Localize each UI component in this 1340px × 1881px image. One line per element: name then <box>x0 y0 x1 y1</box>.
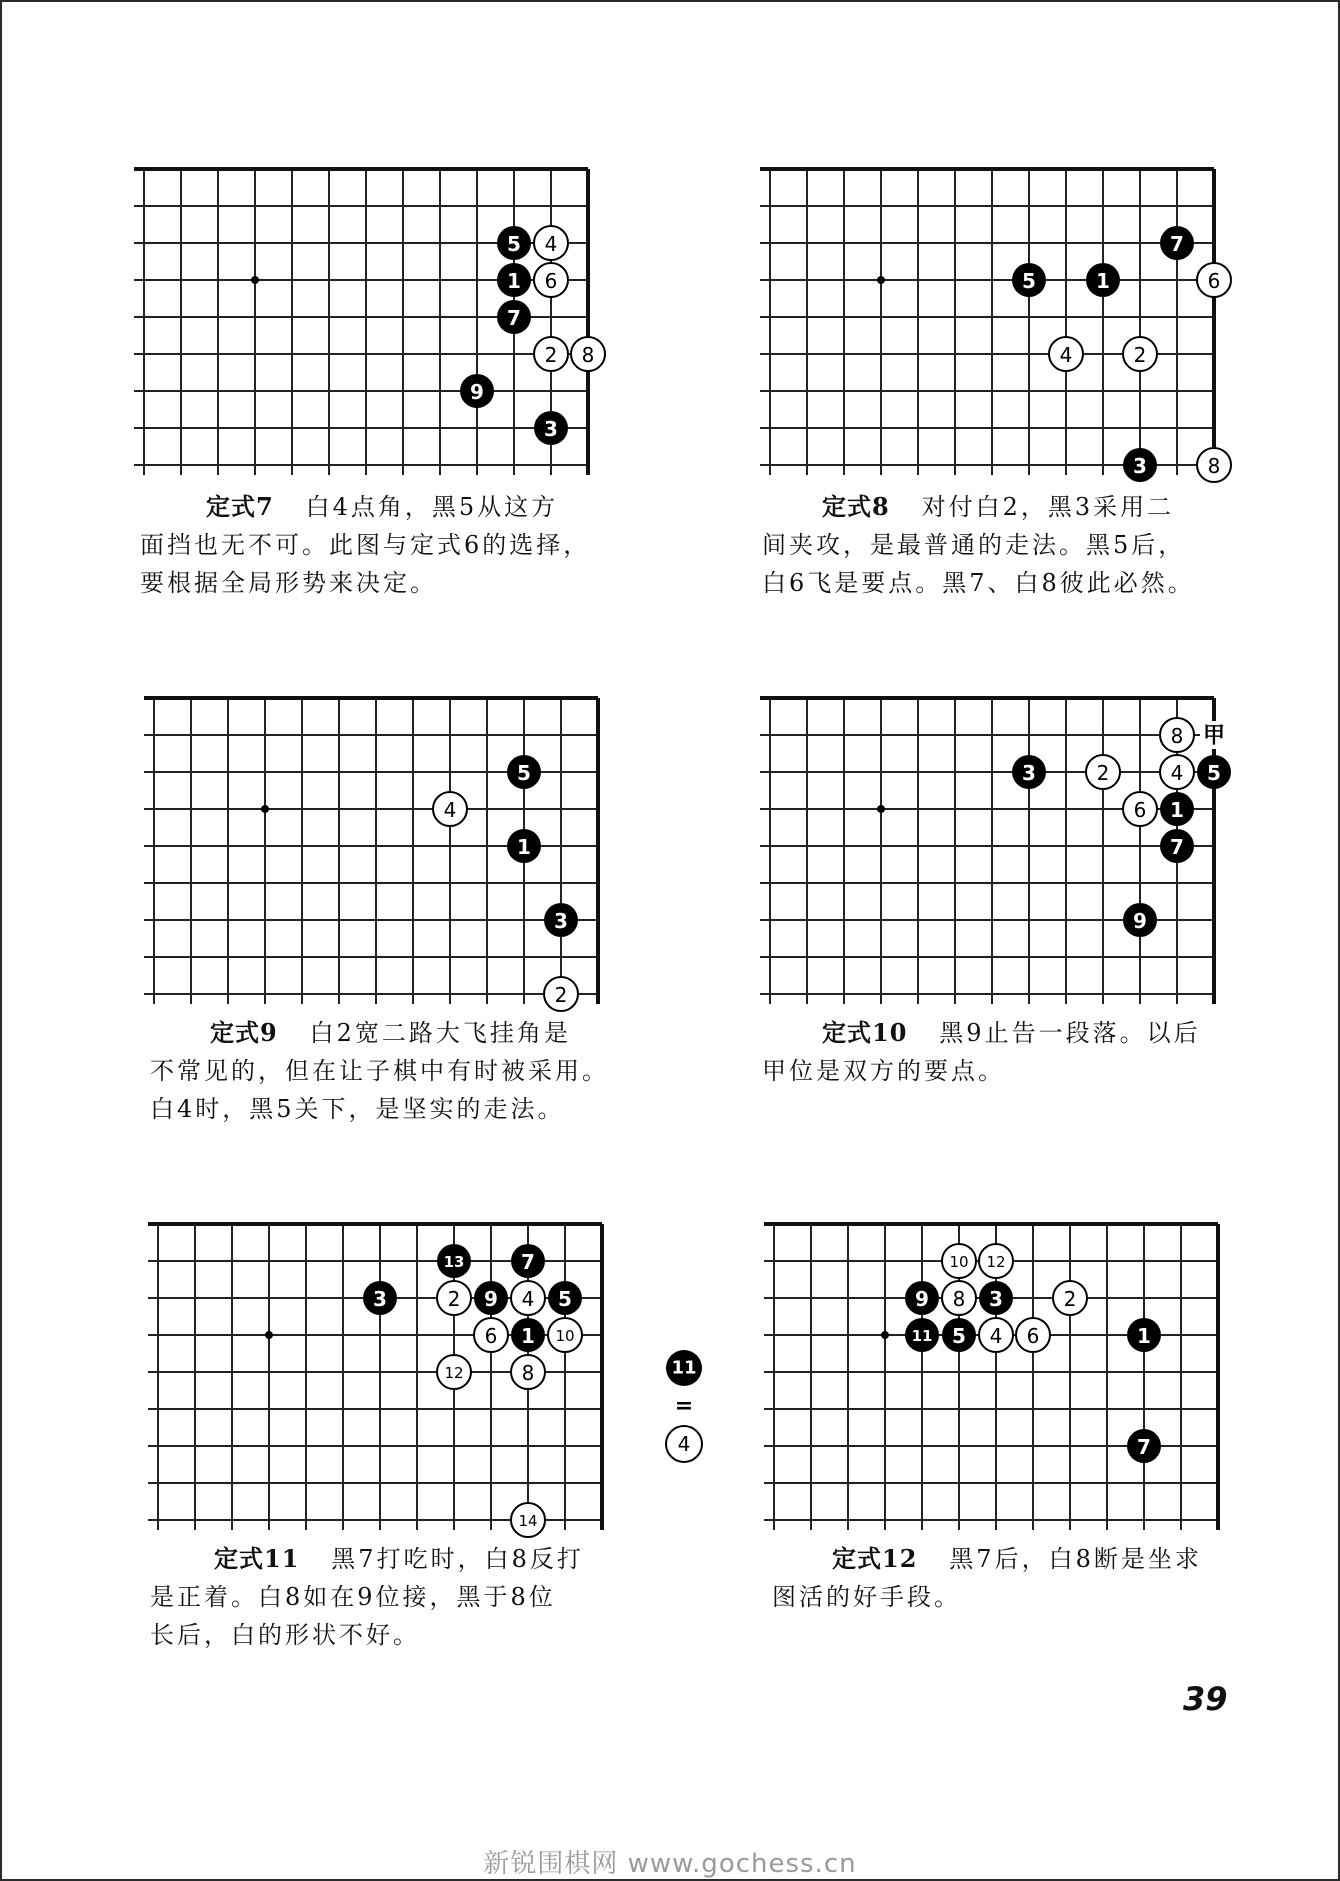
caption-8 <box>762 488 1282 602</box>
star-point <box>265 1331 273 1339</box>
stone-number: 3 <box>373 1287 387 1311</box>
black-stone-7 <box>511 1244 545 1278</box>
white-stone-6 <box>1197 263 1231 297</box>
stone-number: 2 <box>544 343 558 367</box>
stone-number: 5 <box>558 1287 572 1311</box>
caption-7-line-2: 面挡也无不可。此图与定式6的选择， <box>140 531 591 559</box>
stone-number: 3 <box>554 909 568 933</box>
stone-number: 9 <box>915 1287 929 1311</box>
stone-number: 3 <box>989 1287 1003 1311</box>
aside-svg <box>662 1348 706 1468</box>
black-stone-7 <box>497 300 531 334</box>
caption-10-label: 定式10 <box>822 1018 908 1047</box>
black-stone-9 <box>474 1281 508 1315</box>
white-stone-2 <box>534 337 568 371</box>
board-11-svg <box>152 1218 642 1538</box>
board-8 <box>764 163 1254 483</box>
white-stone-2 <box>1086 755 1120 789</box>
black-stone-5 <box>507 755 541 789</box>
board-9 <box>148 692 638 1012</box>
black-stone-1 <box>1127 1318 1161 1352</box>
white-stone-10 <box>548 1318 582 1352</box>
board-9-svg <box>148 692 638 1012</box>
footer-watermark: 新锐围棋网 www.gochess.cn <box>483 1849 857 1879</box>
stone-number: 3 <box>1022 761 1036 785</box>
stone-number: 1 <box>1096 269 1110 293</box>
black-stone-5 <box>497 226 531 260</box>
black-stone-13 <box>437 1244 471 1278</box>
stone-number: 9 <box>470 380 484 404</box>
stone-number: 7 <box>521 1250 535 1274</box>
white-stone-2 <box>1053 1281 1087 1315</box>
white-stone-4 <box>1049 337 1083 371</box>
stone-number: 2 <box>1096 761 1110 785</box>
white-stone-12 <box>437 1355 471 1389</box>
board-7 <box>138 163 628 483</box>
white-stone-2 <box>1123 337 1157 371</box>
black-stone-1 <box>497 263 531 297</box>
caption-7-label: 定式7 <box>206 492 274 521</box>
white-stone-8 <box>942 1281 976 1315</box>
board-11 <box>152 1218 642 1538</box>
stone-number: 1 <box>1137 1324 1151 1348</box>
board-11-aside <box>662 1348 702 1468</box>
stone-number: 10 <box>555 1327 575 1345</box>
white-stone-4 <box>511 1281 545 1315</box>
star-point <box>261 805 269 813</box>
white-stone-14 <box>511 1503 545 1537</box>
aside-equals: = <box>674 1393 694 1419</box>
star-point <box>877 805 885 813</box>
stone-number: 6 <box>1133 798 1147 822</box>
stone-number: 1 <box>507 269 521 293</box>
caption-7 <box>140 488 660 602</box>
white-stone-2 <box>437 1281 471 1315</box>
black-stone-3 <box>544 903 578 937</box>
white-stone-6 <box>534 263 568 297</box>
stone-number: 5 <box>517 761 531 785</box>
caption-11-line-3: 长后，白的形状不好。 <box>150 1621 420 1649</box>
stone-number: 8 <box>581 343 595 367</box>
stone-number: 8 <box>952 1287 966 1311</box>
white-stone-8 <box>571 337 605 371</box>
stone-number: 6 <box>1207 269 1221 293</box>
caption-8-line-2: 间夹攻，是最普通的走法。黑5后， <box>762 531 1186 559</box>
caption-11-line-2: 是正着。白8如在9位接，黑于8位 <box>150 1583 556 1611</box>
caption-7-line-3: 要根据全局形势来决定。 <box>140 569 437 597</box>
stone-number: 2 <box>1063 1287 1077 1311</box>
white-stone-4 <box>433 792 467 826</box>
stone-number: 9 <box>1133 909 1147 933</box>
black-stone-3 <box>979 1281 1013 1315</box>
stone-number: 8 <box>1207 454 1221 478</box>
stone-number: 8 <box>521 1361 535 1385</box>
black-stone-1 <box>507 829 541 863</box>
caption-11 <box>150 1540 670 1654</box>
caption-12 <box>772 1540 1292 1616</box>
white-stone-6 <box>1123 792 1157 826</box>
stone-number: 4 <box>544 232 558 256</box>
stone-number: 4 <box>443 798 457 822</box>
caption-10 <box>762 1014 1282 1090</box>
stone-number: 4 <box>521 1287 535 1311</box>
page-number: 39 <box>1183 1680 1228 1718</box>
white-stone-2 <box>544 977 578 1011</box>
stone-number: 7 <box>1170 232 1184 256</box>
board-12 <box>768 1218 1258 1538</box>
stone-number: 2 <box>447 1287 461 1311</box>
white-stone-10 <box>942 1244 976 1278</box>
stone-number: 7 <box>1137 1435 1151 1459</box>
caption-10-line-2: 甲位是双方的要点。 <box>762 1057 1005 1085</box>
aside-number-bottom: 4 <box>677 1432 691 1456</box>
white-stone-12 <box>979 1244 1013 1278</box>
stone-number: 11 <box>911 1327 933 1345</box>
stone-number: 5 <box>1207 761 1221 785</box>
black-stone-7 <box>1127 1429 1161 1463</box>
caption-9-line-2: 不常见的，但在让子棋中有时被采用。 <box>150 1057 609 1085</box>
caption-9-line-3: 白4时，黑5关下，是坚实的走法。 <box>150 1095 565 1123</box>
white-stone-8 <box>1160 718 1194 752</box>
board-10 <box>764 692 1254 1012</box>
board-7-svg <box>138 163 628 483</box>
stone-number: 7 <box>1170 835 1184 859</box>
black-stone-7 <box>1160 226 1194 260</box>
grid <box>760 169 1214 475</box>
grid <box>760 698 1214 1004</box>
stone-number: 9 <box>484 1287 498 1311</box>
black-stone-9 <box>905 1281 939 1315</box>
white-stone-4 <box>979 1318 1013 1352</box>
stone-number: 3 <box>1133 454 1147 478</box>
stone-number: 14 <box>518 1512 538 1530</box>
board-10-svg <box>764 692 1254 1012</box>
caption-10-line-1: 黑9止告一段落。以后 <box>939 1019 1201 1047</box>
white-stone-8 <box>511 1355 545 1389</box>
caption-11-line-1: 黑7打吃时，白8反打 <box>331 1545 584 1573</box>
stone-number: 13 <box>443 1253 465 1271</box>
black-stone-1 <box>1086 263 1120 297</box>
white-stone-8 <box>1197 448 1231 482</box>
stone-number: 12 <box>444 1364 464 1382</box>
black-stone-5 <box>942 1318 976 1352</box>
black-stone-5 <box>548 1281 582 1315</box>
white-stone-4 <box>534 226 568 260</box>
caption-12-line-2: 图活的好手段。 <box>772 1583 961 1611</box>
white-stone-6 <box>474 1318 508 1352</box>
white-stone-6 <box>1016 1318 1050 1352</box>
stone-number: 4 <box>1170 761 1184 785</box>
board-8-svg <box>764 163 1254 483</box>
caption-9 <box>150 1014 670 1128</box>
star-point <box>877 276 885 284</box>
caption-12-label: 定式12 <box>832 1544 918 1573</box>
stone-number: 2 <box>554 983 568 1007</box>
stone-number: 8 <box>1170 724 1184 748</box>
black-stone-5 <box>1012 263 1046 297</box>
star-point <box>881 1331 889 1339</box>
point-marker-label: 甲 <box>1202 723 1226 749</box>
black-stone-1 <box>1160 792 1194 826</box>
star-point <box>251 276 259 284</box>
stone-number: 4 <box>1059 343 1073 367</box>
stone-number: 10 <box>949 1253 969 1271</box>
stone-number: 4 <box>989 1324 1003 1348</box>
stone-number: 6 <box>544 269 558 293</box>
black-stone-3 <box>363 1281 397 1315</box>
caption-12-line-1: 黑7后，白8断是坐求 <box>949 1545 1202 1573</box>
stone-number: 1 <box>1170 798 1184 822</box>
black-stone-3 <box>1123 448 1157 482</box>
black-stone-3 <box>1012 755 1046 789</box>
black-stone-5 <box>1197 755 1231 789</box>
stone-number: 7 <box>507 306 521 330</box>
caption-8-line-1: 对付白2，黑3采用二 <box>921 493 1175 521</box>
black-stone-9 <box>460 374 494 408</box>
black-stone-7 <box>1160 829 1194 863</box>
stone-number: 6 <box>484 1324 498 1348</box>
stone-number: 12 <box>986 1253 1006 1271</box>
caption-9-line-1: 白2宽二路大飞挂角是 <box>309 1019 571 1047</box>
stone-number: 3 <box>544 417 558 441</box>
stone-number: 5 <box>1022 269 1036 293</box>
stone-number: 5 <box>507 232 521 256</box>
board-12-svg <box>768 1218 1258 1538</box>
stone-number: 1 <box>517 835 531 859</box>
caption-7-line-1: 白4点角，黑5从这方 <box>305 493 559 521</box>
caption-9-label: 定式9 <box>210 1018 278 1047</box>
black-stone-9 <box>1123 903 1157 937</box>
stone-number: 5 <box>952 1324 966 1348</box>
black-stone-1 <box>511 1318 545 1352</box>
caption-8-label: 定式8 <box>822 492 890 521</box>
stone-number: 1 <box>521 1324 535 1348</box>
black-stone-3 <box>534 411 568 445</box>
black-stone-11 <box>905 1318 939 1352</box>
caption-11-label: 定式11 <box>214 1544 300 1573</box>
aside-number-top: 11 <box>671 1357 697 1379</box>
stone-number: 6 <box>1026 1324 1040 1348</box>
stone-number: 2 <box>1133 343 1147 367</box>
caption-8-line-3: 白6飞是要点。黑7、白8彼此必然。 <box>762 569 1195 597</box>
white-stone-4 <box>1160 755 1194 789</box>
